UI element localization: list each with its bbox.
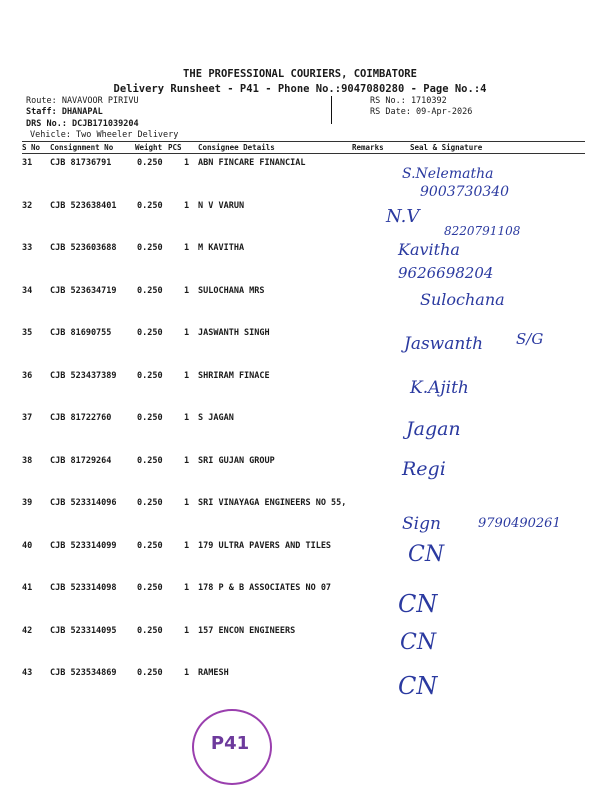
col-remarks: Remarks [352,143,384,152]
row-weight: 0.250 [137,541,163,551]
row-pcs: 1 [184,371,190,381]
signature-32: N.V [386,206,420,227]
col-consignment: Consignment No [50,143,114,152]
row-sno: 37 [22,413,33,423]
row-sno: 38 [22,456,33,466]
row-weight: 0.250 [137,456,163,466]
signature-31: S.Nelematha [402,166,494,182]
row-weight: 0.250 [137,201,163,211]
row-consignee: N V VARUN [198,201,245,211]
signature-32-phone: 8220791108 [444,224,521,238]
signature-33-phone: 9626698204 [398,264,494,282]
staff-label: Staff: DHANAPAL [26,107,103,117]
row-pcs: 1 [184,413,190,423]
row-consignee: RAMESH [198,668,229,678]
row-consignee: 179 ULTRA PAVERS AND TILES [198,541,332,551]
signature-39: Sign [402,514,441,534]
row-pcs: 1 [184,668,190,678]
col-sno: S No [22,143,41,152]
row-sno: 32 [22,201,33,211]
row-sno: 43 [22,668,33,678]
row-consignee: M KAVITHA [198,243,245,253]
row-pcs: 1 [184,541,190,551]
header-bottom-rule [22,153,585,154]
company-title: THE PROFESSIONAL COURIERS, COIMBATORE [183,68,417,80]
row-consignee: SRI VINAYAGA ENGINEERS NO 55, [198,498,347,508]
row-consignment: CJB 81736791 [50,158,112,168]
row-consignment: CJB 523603688 [50,243,117,253]
row-sno: 39 [22,498,33,508]
row-sno: 40 [22,541,33,551]
signature-42: CN [400,630,437,655]
row-pcs: 1 [184,583,190,593]
row-sno: 36 [22,371,33,381]
row-pcs: 1 [184,243,190,253]
row-consignment: CJB 523314098 [50,583,117,593]
row-weight: 0.250 [137,328,163,338]
row-consignee: SHRIRAM FINACE [198,371,270,381]
row-consignee: JASWANTH SINGH [198,328,270,338]
col-consignee: Consignee Details [198,143,275,152]
barcode [298,96,366,124]
signature-41: CN [398,590,438,618]
stamp-text: P41 [210,733,250,754]
runsheet-title: Delivery Runsheet - P41 - Phone No.:9047080280 - Page No.:4 [113,83,487,95]
row-weight: 0.250 [137,668,163,678]
signature-34: Sulochana [420,290,505,309]
col-weight: Weight [135,143,163,152]
row-pcs: 1 [184,201,190,211]
row-consignee: SRI GUJAN GROUP [198,456,275,466]
row-consignee: SULOCHANA MRS [198,286,265,296]
row-consignment: CJB 523314096 [50,498,117,508]
row-pcs: 1 [184,456,190,466]
rs-date-label: RS Date: 09-Apr-2026 [370,107,473,117]
row-pcs: 1 [184,626,190,636]
row-weight: 0.250 [137,498,163,508]
row-weight: 0.250 [137,583,163,593]
row-consignment: CJB 523437389 [50,371,117,381]
signature-40: CN [408,542,445,567]
row-sno: 34 [22,286,33,296]
row-weight: 0.250 [137,286,163,296]
row-weight: 0.250 [137,158,163,168]
row-consignment: CJB 523638401 [50,201,117,211]
row-weight: 0.250 [137,626,163,636]
route-label: Route: NAVAVOOR PIRIVU [26,96,139,106]
row-sno: 33 [22,243,33,253]
row-consignee: ABN FINCARE FINANCIAL [198,158,306,168]
vehicle-label: Vehicle: Two Wheeler Delivery [30,130,179,140]
signature-39-phone: 9790490261 [478,516,561,531]
signature-38: Regi [402,458,446,480]
row-pcs: 1 [184,498,190,508]
row-consignment: CJB 523314095 [50,626,117,636]
signature-43: CN [398,672,438,700]
col-signature: Seal & Signature [410,143,483,152]
row-sno: 35 [22,328,33,338]
row-pcs: 1 [184,328,190,338]
col-pcs: PCS [168,143,182,152]
row-consignee: 157 ENCON ENGINEERS [198,626,296,636]
row-consignee: S JAGAN [198,413,234,423]
signature-35: Jaswanth [404,334,484,354]
row-consignment: CJB 81729264 [50,456,112,466]
row-pcs: 1 [184,158,190,168]
signature-35-mark: S/G [516,330,544,348]
row-consignment: CJB 81690755 [50,328,112,338]
row-consignment: CJB 523634719 [50,286,117,296]
header-top-rule [22,141,585,142]
row-consignment: CJB 523314099 [50,541,117,551]
signature-31-phone: 9003730340 [420,184,510,200]
row-consignment: CJB 523534869 [50,668,117,678]
signature-37: Jagan [406,418,461,440]
row-sno: 41 [22,583,33,593]
row-sno: 42 [22,626,33,636]
signature-36: K.Ajith [410,378,469,398]
row-sno: 31 [22,158,33,168]
row-weight: 0.250 [137,243,163,253]
row-pcs: 1 [184,286,190,296]
rs-no-label: RS No.: 1710392 [370,96,447,106]
signature-33: Kavitha [398,240,460,259]
row-weight: 0.250 [137,413,163,423]
row-weight: 0.250 [137,371,163,381]
row-consignee: 178 P & B ASSOCIATES NO 07 [198,583,332,593]
drs-label: DRS No.: DCJB171039204 [26,119,139,129]
row-consignment: CJB 81722760 [50,413,112,423]
